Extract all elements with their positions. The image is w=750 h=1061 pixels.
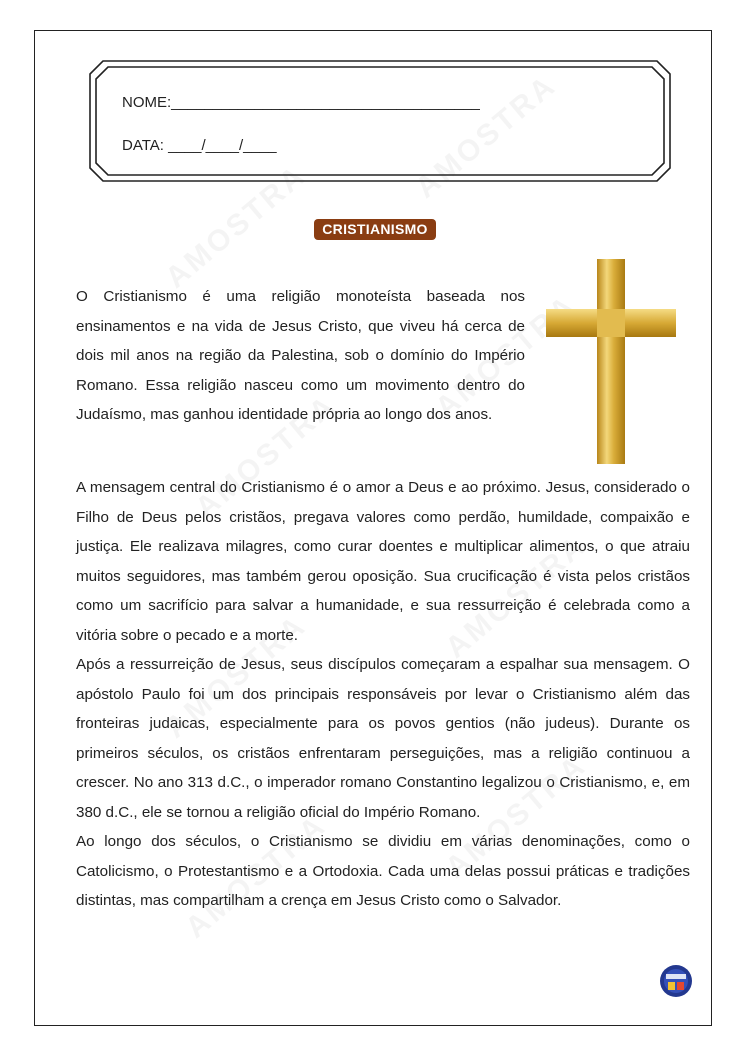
body-text: [76, 473, 690, 916]
header-box-border: [89, 60, 671, 182]
body-paragraph: Ao longo dos séculos, o Cristianismo se dividiu em várias denominações, como o Catolicismo, o Protestantismo e a Ortodoxia. Cada uma delas possui práticas e tradições distintas, mas compartilham a crença em Jesus Cristo como o Salvador.: [76, 833, 690, 909]
date-field[interactable]: DATA: ____/____/____: [122, 137, 277, 154]
body-paragraph: A mensagem central do Cristianismo é o amor a Deus e ao próximo. Jesus, considerado o Filho de Deus pelos cristãos, pregava valores como perdão, humildade, compaixão e justiça. Ele realizava milagres, como curar doentes e multiplicar alimentos, o que atraiu muitos seguidores, mas também gerou oposição. Sua crucificação é vista pelos cristãos como um sacrifício para salvar a humanidade, e sua ressurreição é celebrada como a vitória sobre o pecado e a morte.: [76, 479, 690, 644]
page-title: CRISTIANISMO: [314, 219, 436, 240]
header-box: [89, 60, 671, 182]
publisher-logo-icon: [659, 964, 693, 998]
intro-paragraph: O Cristianismo é uma religião monoteísta baseada nos ensinamentos e na vida de Jesus Cristo, que viveu há cerca de dois mil anos na região da Palestina, sob o domínio do Império Romano. Essa religião nasceu como um movimento dentro do Judaísmo, mas ganhou identidade própria ao longo dos anos.: [76, 288, 525, 423]
gold-cross-icon: [546, 259, 676, 464]
body-paragraph: Após a ressurreição de Jesus, seus discípulos começaram a espalhar sua mensagem. O apóstolo Paulo foi um dos principais responsáveis por levar o Cristianismo além das fronteiras judaicas, especialmente para os povos gentios (não judeus). Durante os primeiros séculos, os cristãos enfrentaram perseguições, mas a religião continuou a crescer. No ano 313 d.C., o imperador romano Constantino legalizou o Cristianismo, e, em 380 d.C., ele se tornou a religião oficial do Império Romano.: [76, 656, 690, 821]
title-wrap: [0, 219, 750, 240]
name-field[interactable]: NOME:_____________________________________: [122, 94, 480, 111]
